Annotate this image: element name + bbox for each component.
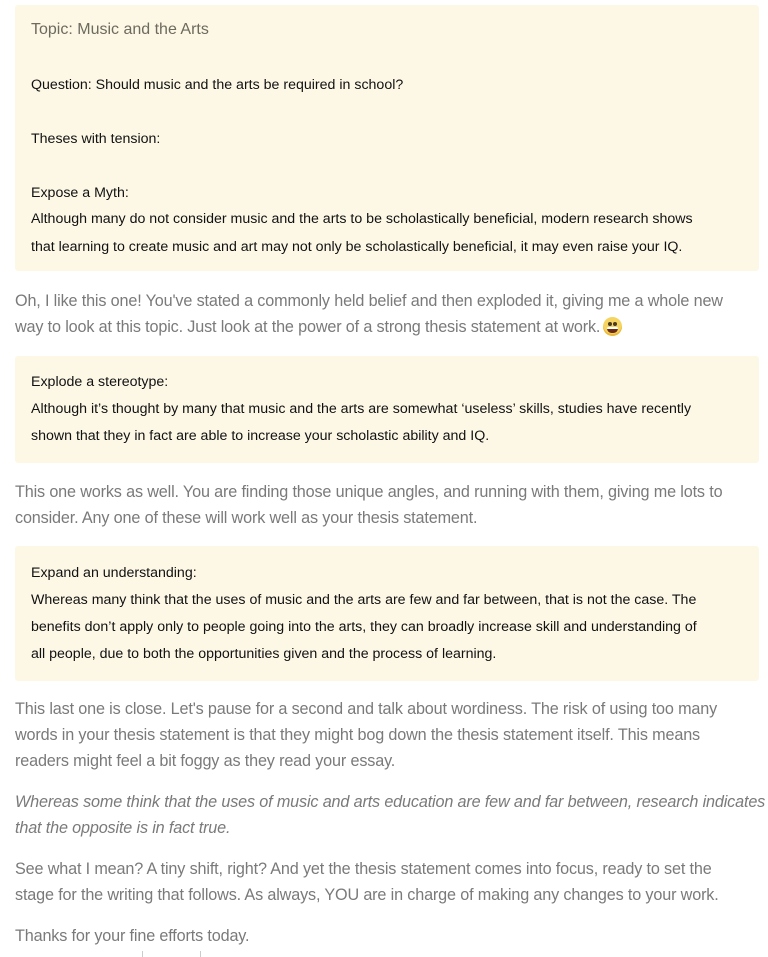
understanding-thesis-line: Whereas many think that the uses of music and the arts are few and far between, that is not the case. The: [31, 592, 697, 608]
text-line: Thanks for your fine efforts today.: [15, 927, 250, 945]
stereotype-label: Explode a stereotype:: [31, 374, 169, 390]
revised-thesis: [15, 789, 766, 841]
myth-label: Expose a Myth:: [31, 185, 129, 201]
question-line: Question: Should music and the arts be required in school?: [31, 77, 404, 93]
understanding-thesis-line: all people, due to both the opportunities given and the process of learning.: [31, 646, 497, 662]
feedback-paragraph-1: [15, 288, 760, 340]
myth-thesis-line: Although many do not consider music and the arts to be scholastically beneficial, modern research shows: [31, 211, 693, 227]
myth-thesis-line: that learning to create music and art may not only be scholastically beneficial, it may even raise your IQ.: [31, 239, 683, 255]
text-line: This last one is close. Let's pause for a second and talk about wordiness. The risk of using too many: [15, 700, 718, 718]
text-line: readers might feel a bit foggy as they read your essay.: [15, 752, 396, 770]
feedback-paragraph-4: [15, 856, 760, 908]
text-line: This one works as well. You are finding those unique angles, and running with them, giving me lots to: [15, 483, 723, 501]
closing-line: [15, 923, 760, 949]
text-line: See what I mean? A tiny shift, right? And yet the thesis statement comes into focus, ready to set the: [15, 860, 712, 878]
feedback-paragraph-2: [15, 479, 760, 531]
text-line: that the opposite is in fact true.: [15, 819, 231, 837]
topic-line: Topic: Music and the Arts: [31, 21, 209, 38]
text-line: Oh, I like this one! You've stated a commonly held belief and then exploded it, giving me a whole new: [15, 292, 723, 310]
stereotype-box: [15, 356, 759, 463]
understanding-box: [15, 546, 759, 681]
cut-off-text-fragment: [142, 951, 143, 957]
theses-label: Theses with tension:: [31, 131, 161, 147]
understanding-thesis-line: benefits don’t apply only to people going into the arts, they can broadly increase skill and understanding of: [31, 619, 697, 635]
stereotype-thesis-line: Although it’s thought by many that music and the arts are somewhat ‘useless’ skills, studies have recently: [31, 401, 692, 417]
text-line: words in your thesis statement is that they might bog down the thesis statement itself. This means: [15, 726, 700, 744]
understanding-label: Expand an understanding:: [31, 565, 197, 581]
cut-off-text-fragment: [200, 951, 201, 957]
grinning-face-icon: [603, 317, 622, 336]
text-line: Whereas some think that the uses of music and arts education are few and far between, research indicates: [15, 793, 766, 811]
text-line: way to look at this topic. Just look at the power of a strong thesis statement at work.: [15, 318, 601, 336]
stereotype-thesis-line: shown that they in fact are able to increase your scholastic ability and IQ.: [31, 428, 490, 444]
feedback-paragraph-3: [15, 696, 760, 774]
text-line: consider. Any one of these will work well as your thesis statement.: [15, 509, 478, 527]
text-line: stage for the writing that follows. As always, YOU are in charge of making any changes to your work.: [15, 886, 719, 904]
prompt-box: [15, 5, 759, 271]
